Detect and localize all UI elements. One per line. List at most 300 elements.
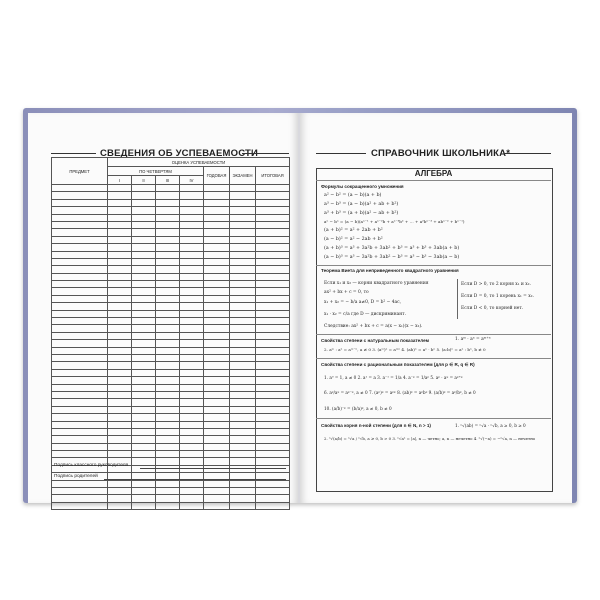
table-cell	[132, 236, 156, 243]
table-cell	[204, 288, 230, 295]
table-cell	[156, 281, 180, 288]
table-cell	[108, 185, 132, 192]
table-cell	[204, 303, 230, 310]
table-cell	[180, 199, 204, 206]
table-cell	[256, 347, 290, 354]
table-cell	[52, 399, 108, 406]
table-cell	[108, 288, 132, 295]
table-cell	[256, 428, 290, 435]
table-row	[52, 273, 290, 280]
table-row	[52, 244, 290, 251]
ref-title-rule-right	[504, 153, 551, 154]
table-cell	[256, 436, 290, 443]
table-cell	[108, 406, 132, 413]
table-cell	[204, 251, 230, 258]
table-cell	[108, 221, 132, 228]
table-cell	[108, 340, 132, 347]
table-cell	[132, 480, 156, 487]
table-cell	[204, 236, 230, 243]
table-cell	[204, 207, 230, 214]
table-cell	[180, 295, 204, 302]
table-cell	[132, 347, 156, 354]
table-cell	[132, 428, 156, 435]
table-cell	[108, 303, 132, 310]
table-cell	[108, 347, 132, 354]
natural-power-line: 1. aᵐ · aⁿ = aᵐ⁺ⁿ	[455, 337, 491, 342]
table-cell	[52, 428, 108, 435]
table-cell	[204, 318, 230, 325]
table-cell	[230, 347, 256, 354]
table-cell	[180, 502, 204, 509]
table-cell	[156, 406, 180, 413]
table-cell	[108, 488, 132, 495]
formula-line: (a + b)² = a² + 2ab + b²	[324, 228, 383, 233]
algebra-box	[316, 168, 553, 492]
table-cell	[230, 465, 256, 472]
table-cell	[156, 229, 180, 236]
section-divider	[316, 358, 551, 359]
table-cell	[108, 251, 132, 258]
table-cell	[256, 318, 290, 325]
table-cell	[180, 229, 204, 236]
sign-parents-line	[104, 479, 286, 480]
table-cell	[180, 236, 204, 243]
table-cell	[204, 391, 230, 398]
table-cell	[256, 377, 290, 384]
table-cell	[204, 199, 230, 206]
vieta-line: x₁ + x₂ = − b/a a≠0, D = b² − 4ac,	[324, 300, 401, 305]
subject-header: ПРЕДМЕТ	[52, 158, 108, 185]
vieta-line: x₁ · x₂ = c/a где D — дискриминант.	[324, 312, 406, 317]
table-cell	[204, 369, 230, 376]
formula-line: (a + b)³ = a³ + 3a²b + 3ab² + b³ = a³ + b³ + 3ab(a + b)	[324, 246, 460, 251]
exam-header: ЭКЗАМЕН	[230, 167, 256, 185]
table-cell	[230, 369, 256, 376]
table-cell	[256, 266, 290, 273]
table-cell	[180, 406, 204, 413]
reference-title: СПРАВОЧНИК ШКОЛЬНИКА*	[371, 148, 511, 159]
table-cell	[108, 436, 132, 443]
table-cell	[132, 495, 156, 502]
table-row	[52, 495, 290, 502]
table-cell	[132, 192, 156, 199]
formula-line: a³ + b³ = (a + b)(a² − ab + b²)	[324, 211, 399, 216]
table-row	[52, 428, 290, 435]
table-row	[52, 229, 290, 236]
table-cell	[230, 377, 256, 384]
title-rule-right	[242, 153, 289, 154]
table-cell	[156, 325, 180, 332]
quarter-3: III	[156, 176, 180, 185]
table-cell	[230, 354, 256, 361]
table-cell	[108, 207, 132, 214]
table-cell	[230, 288, 256, 295]
table-cell	[204, 384, 230, 391]
table-cell	[156, 303, 180, 310]
formulas-title: Формулы сокращенного умножения	[321, 184, 404, 189]
quarter-2: II	[132, 176, 156, 185]
table-cell	[256, 362, 290, 369]
vieta-title: Теорема Виета для неприведенного квадратного уравнения	[321, 268, 459, 273]
table-cell	[256, 369, 290, 376]
table-row	[52, 502, 290, 509]
table-cell	[52, 369, 108, 376]
table-cell	[108, 281, 132, 288]
table-cell	[156, 451, 180, 458]
rational-power-line: 6. aᵖ/aᵠ = aᵖ⁻ᵠ, a ≠ 0 7. (aᵖ)ᵠ = aᵖᵠ 8. (ab)ᵖ = aᵖbᵖ 9. (a/b)ᵖ = aᵖ/bᵖ, b ≠ 0	[324, 390, 476, 395]
table-cell	[156, 443, 180, 450]
table-cell	[132, 273, 156, 280]
table-cell	[108, 443, 132, 450]
table-cell	[132, 244, 156, 251]
table-cell	[256, 244, 290, 251]
table-cell	[230, 362, 256, 369]
formula-line: a³ − b³ = (a − b)(a² + ab + b²)	[324, 202, 399, 207]
table-cell	[132, 185, 156, 192]
table-cell	[108, 480, 132, 487]
table-row	[52, 266, 290, 273]
table-cell	[180, 281, 204, 288]
table-cell	[230, 391, 256, 398]
grades-table	[51, 157, 289, 504]
table-cell	[156, 288, 180, 295]
table-cell	[132, 199, 156, 206]
table-cell	[256, 185, 290, 192]
table-cell	[132, 354, 156, 361]
table-cell	[108, 354, 132, 361]
table-cell	[230, 332, 256, 339]
table-cell	[132, 258, 156, 265]
table-cell	[108, 295, 132, 302]
table-cell	[132, 436, 156, 443]
table-cell	[180, 421, 204, 428]
formula-line: (a − b)³ = a³ − 3a²b + 3ab² − b³ = a³ − b³ − 3ab(a − b)	[324, 255, 460, 260]
table-cell	[156, 495, 180, 502]
table-cell	[132, 421, 156, 428]
table-cell	[108, 451, 132, 458]
table-cell	[230, 258, 256, 265]
table-cell	[108, 325, 132, 332]
table-row	[52, 488, 290, 495]
table-cell	[204, 399, 230, 406]
table-cell	[52, 362, 108, 369]
table-cell	[52, 244, 108, 251]
table-cell	[108, 244, 132, 251]
table-cell	[52, 488, 108, 495]
table-cell	[132, 266, 156, 273]
table-cell	[132, 443, 156, 450]
table-cell	[156, 273, 180, 280]
table-cell	[52, 347, 108, 354]
table-cell	[132, 384, 156, 391]
table-row	[52, 480, 290, 487]
table-cell	[180, 244, 204, 251]
vieta-case: Если D > 0, то 2 корня x₁ и x₂.	[461, 282, 531, 287]
table-cell	[204, 295, 230, 302]
table-cell	[256, 502, 290, 509]
table-cell	[108, 214, 132, 221]
table-cell	[180, 332, 204, 339]
table-cell	[52, 354, 108, 361]
formula-line: (a − b)² = a² − 2ab + b²	[324, 237, 383, 242]
table-row	[52, 340, 290, 347]
table-cell	[156, 488, 180, 495]
notebook-spine	[298, 113, 300, 503]
table-cell	[108, 502, 132, 509]
table-cell	[156, 214, 180, 221]
annual-header: ГОДОВАЯ	[204, 167, 230, 185]
table-cell	[132, 399, 156, 406]
table-cell	[256, 384, 290, 391]
table-cell	[204, 414, 230, 421]
section-divider	[316, 265, 551, 266]
table-cell	[132, 310, 156, 317]
table-cell	[52, 377, 108, 384]
table-row	[52, 295, 290, 302]
sign-teacher-line	[140, 468, 286, 469]
table-cell	[204, 340, 230, 347]
table-cell	[52, 258, 108, 265]
table-cell	[256, 443, 290, 450]
vieta-line: ax² + bx + c = 0, то	[324, 290, 369, 295]
table-cell	[132, 451, 156, 458]
table-row	[52, 406, 290, 413]
table-cell	[256, 480, 290, 487]
table-cell	[156, 236, 180, 243]
table-cell	[230, 340, 256, 347]
table-cell	[204, 332, 230, 339]
roots-title: Свойства корня n-ной степени (для n ∈ N, n > 1)	[321, 423, 431, 428]
table-row	[52, 281, 290, 288]
table-cell	[108, 414, 132, 421]
table-cell	[256, 488, 290, 495]
grades-header: ОЦЕНКА УСПЕВАЕМОСТИ	[108, 158, 290, 167]
table-cell	[132, 377, 156, 384]
formula-line: aⁿ − bⁿ = (a − b)(aⁿ⁻¹ + aⁿ⁻²b + aⁿ⁻³b² + … + a²bⁿ⁻³ + abⁿ⁻² + bⁿ⁻¹)	[324, 219, 465, 224]
table-row	[52, 377, 290, 384]
table-cell	[156, 391, 180, 398]
table-cell	[180, 214, 204, 221]
table-cell	[132, 369, 156, 376]
table-cell	[230, 443, 256, 450]
table-cell	[204, 347, 230, 354]
table-cell	[132, 325, 156, 332]
table-cell	[230, 451, 256, 458]
table-cell	[180, 399, 204, 406]
sign-parents-label: Подпись родителей	[54, 474, 98, 479]
table-cell	[132, 303, 156, 310]
table-cell	[256, 458, 290, 465]
table-cell	[132, 362, 156, 369]
table-cell	[52, 310, 108, 317]
table-cell	[52, 288, 108, 295]
table-cell	[180, 384, 204, 391]
table-cell	[52, 436, 108, 443]
table-row	[52, 207, 290, 214]
table-cell	[256, 391, 290, 398]
table-cell	[256, 451, 290, 458]
table-cell	[52, 332, 108, 339]
table-cell	[256, 281, 290, 288]
table-cell	[156, 207, 180, 214]
table-cell	[180, 303, 204, 310]
table-cell	[52, 451, 108, 458]
table-row	[52, 414, 290, 421]
table-cell	[256, 414, 290, 421]
table-cell	[204, 495, 230, 502]
table-cell	[52, 273, 108, 280]
table-cell	[52, 340, 108, 347]
table-cell	[256, 332, 290, 339]
table-cell	[230, 229, 256, 236]
table-cell	[230, 458, 256, 465]
table-cell	[156, 414, 180, 421]
table-cell	[180, 391, 204, 398]
table-cell	[230, 266, 256, 273]
table-cell	[180, 465, 204, 472]
table-cell	[132, 488, 156, 495]
table-cell	[52, 502, 108, 509]
table-cell	[230, 310, 256, 317]
table-cell	[156, 436, 180, 443]
table-row	[52, 391, 290, 398]
table-cell	[156, 192, 180, 199]
table-cell	[180, 192, 204, 199]
table-cell	[180, 495, 204, 502]
table-cell	[180, 266, 204, 273]
table-row	[52, 362, 290, 369]
table-cell	[256, 465, 290, 472]
table-cell	[180, 458, 204, 465]
table-cell	[180, 347, 204, 354]
table-cell	[180, 310, 204, 317]
table-cell	[132, 465, 156, 472]
table-cell	[230, 428, 256, 435]
final-header: ИТОГОВАЯ	[256, 167, 290, 185]
table-cell	[230, 214, 256, 221]
table-cell	[230, 384, 256, 391]
quarters-header: ПО ЧЕТВЕРТЯМ	[108, 167, 204, 176]
table-cell	[108, 229, 132, 236]
table-cell	[230, 199, 256, 206]
table-cell	[204, 421, 230, 428]
table-cell	[132, 251, 156, 258]
table-row	[52, 347, 290, 354]
table-cell	[204, 266, 230, 273]
rational-powers-title: Свойства степени с рациональным показателем (для p ∈ R, q ∈ R)	[321, 362, 475, 367]
table-cell	[204, 465, 230, 472]
table-row	[52, 443, 290, 450]
vieta-consequence: Следствие: ax² + bx + c = a(x − x₁)(x − x₂).	[324, 324, 423, 329]
table-cell	[204, 377, 230, 384]
table-cell	[108, 384, 132, 391]
table-cell	[180, 428, 204, 435]
table-cell	[230, 480, 256, 487]
table-cell	[204, 185, 230, 192]
table-cell	[52, 421, 108, 428]
table-cell	[230, 502, 256, 509]
table-cell	[132, 458, 156, 465]
table-cell	[52, 251, 108, 258]
table-cell	[230, 399, 256, 406]
table-cell	[156, 318, 180, 325]
table-cell	[156, 310, 180, 317]
sign-teacher-label: Подпись классного руководителя	[54, 463, 129, 468]
table-cell	[52, 303, 108, 310]
table-row	[52, 221, 290, 228]
table-cell	[180, 221, 204, 228]
table-cell	[256, 258, 290, 265]
table-cell	[204, 458, 230, 465]
table-cell	[108, 192, 132, 199]
table-cell	[204, 258, 230, 265]
table-cell	[156, 421, 180, 428]
table-cell	[204, 451, 230, 458]
table-row	[52, 288, 290, 295]
table-cell	[180, 318, 204, 325]
table-cell	[204, 244, 230, 251]
table-cell	[156, 258, 180, 265]
table-cell	[204, 214, 230, 221]
table-cell	[256, 229, 290, 236]
section-divider	[316, 418, 551, 419]
table-cell	[132, 214, 156, 221]
table-row	[52, 436, 290, 443]
table-row	[52, 303, 290, 310]
table-cell	[230, 303, 256, 310]
table-cell	[256, 354, 290, 361]
table-cell	[204, 192, 230, 199]
table-cell	[180, 436, 204, 443]
table-cell	[108, 362, 132, 369]
table-cell	[132, 318, 156, 325]
table-cell	[52, 495, 108, 502]
table-cell	[156, 347, 180, 354]
table-cell	[52, 480, 108, 487]
table-cell	[256, 207, 290, 214]
table-cell	[256, 495, 290, 502]
root-line: 2. ⁿ√(a/b) = ⁿ√a / ⁿ√b, a ≥ 0, b > 0 3. ⁿ√aⁿ = |a|, n — четно; a, n — нечетно 4. ⁿ√(−a) = −ⁿ√a, n — нечетно	[324, 436, 536, 441]
table-cell	[132, 229, 156, 236]
table-row	[52, 214, 290, 221]
table-cell	[180, 443, 204, 450]
table-cell	[156, 221, 180, 228]
quarter-4: IV	[180, 176, 204, 185]
table-cell	[52, 236, 108, 243]
table-cell	[132, 414, 156, 421]
table-cell	[180, 288, 204, 295]
table-row	[52, 399, 290, 406]
table-cell	[180, 185, 204, 192]
natural-powers-title: Свойства степени с натуральным показателем	[321, 338, 429, 343]
table-cell	[108, 377, 132, 384]
table-cell	[156, 362, 180, 369]
table-cell	[256, 251, 290, 258]
table-cell	[256, 288, 290, 295]
table-cell	[204, 443, 230, 450]
table-cell	[132, 340, 156, 347]
title-rule-left	[51, 153, 96, 154]
ref-title-rule-left	[316, 153, 366, 154]
table-cell	[108, 318, 132, 325]
table-cell	[108, 421, 132, 428]
table-cell	[156, 295, 180, 302]
vieta-line: Если x₁ и x₂ — корни квадратного уравнения	[324, 281, 429, 286]
table-cell	[132, 391, 156, 398]
table-cell	[52, 414, 108, 421]
table-row	[52, 369, 290, 376]
table-cell	[204, 354, 230, 361]
